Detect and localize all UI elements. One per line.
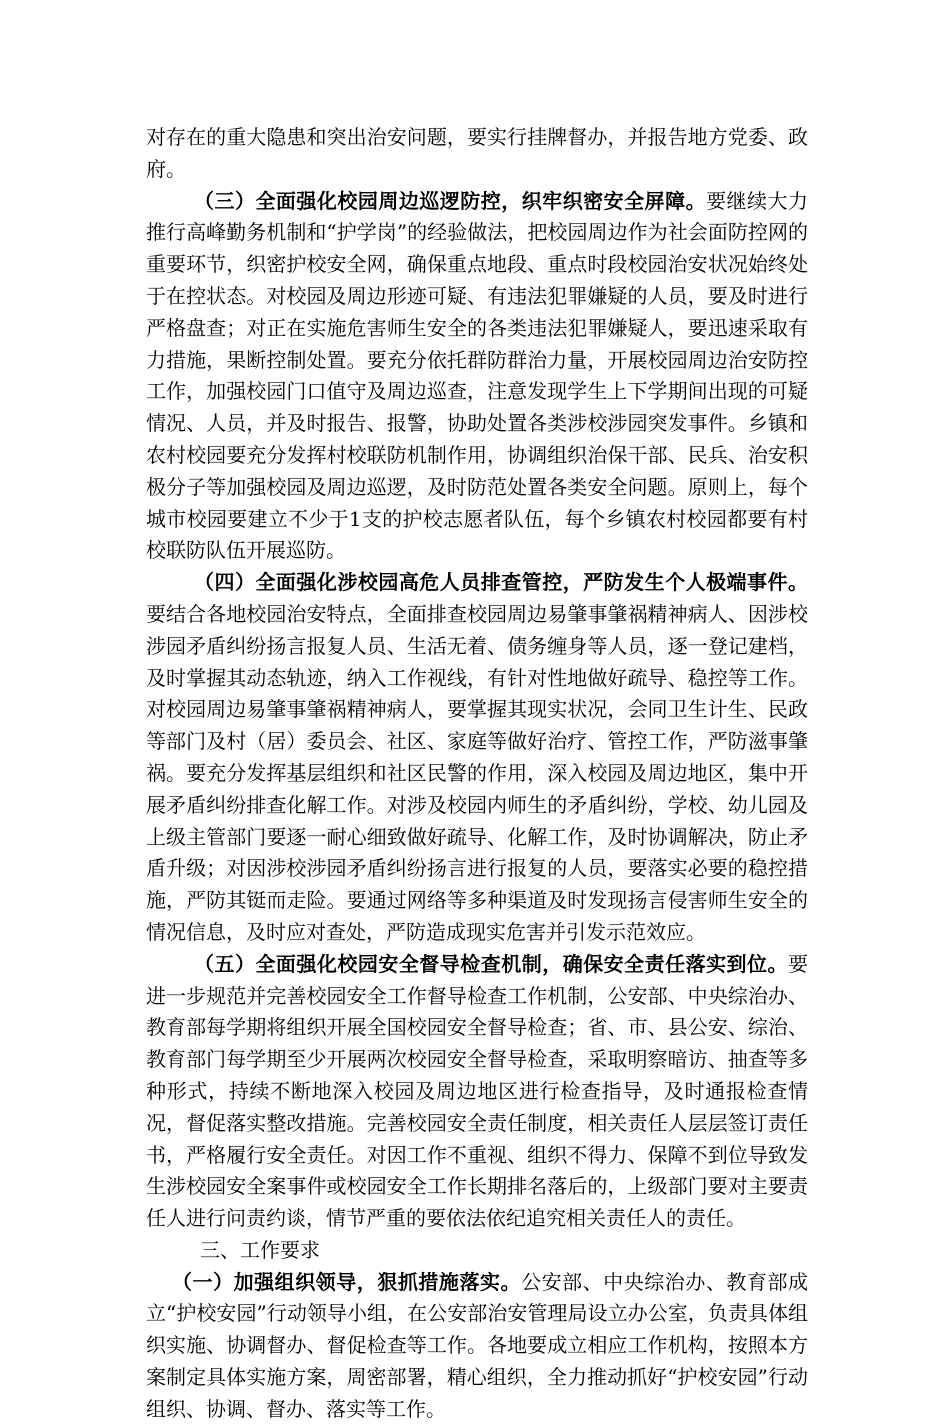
document-body: [146, 122, 808, 1426]
paragraph-intro: 对存在的重大隐患和突出治安问题，要实行挂牌督办，并报告地方党委、政府。: [146, 125, 808, 181]
paragraph-section-4: [146, 567, 808, 949]
section-title-work-requirements: 三、工作要求: [200, 1237, 320, 1262]
paragraph-heading-req-1: （一）加强组织领导，狠抓措施落实。: [172, 1269, 522, 1294]
paragraph-heading-4: （四）全面强化涉校园高危人员排查管控，严防发生个人极端事件。: [194, 570, 808, 595]
paragraph-body-3: 要继续大力推行高峰勤务机制和“护学岗”的经验做法，把校园周边作为社会面防控网的重要环节，织密护校安全网，确保重点地段、重点时段校园治安状况始终处于在控状态。对校园及周边形迹可疑、有违法犯罪嫌疑的人员，要及时进行严格盘查；对正在实施危害师生安全的各类违法犯罪嫌疑人，要迅速采取有力措施，果断控制处置。要充分依托群防群治力量，开展校园周边治安防控工作，加强校园门口值守及周边巡查，注意发现学生上下学期间出现的可疑情况、人员，并及时报告、报警，协助处置各类涉校涉园突发事件。乡镇和农村校园要充分发挥村校联防机制作用，协调组织治保干部、民兵、治安积极分子等加强校园及周边巡逻，及时防范处置各类安全问题。原则上，每个城市校园要建立不少于1支的护校志愿者队伍，每个乡镇农村校园都要有村校联防队伍开展巡防。: [146, 188, 809, 563]
paragraph-body-5: 要进一步规范并完善校园安全工作督导检查工作机制，公安部、中央综治办、教育部每学期将组织开展全国校园安全督导检查；省、市、县公安、综治、教育部门每学期至少开展两次校园安全督导检查，采取明察暗访、抽查等多种形式，持续不断地深入校园及周边地区进行检查指导，及时通报检查情况，督促落实整改措施。完善校园安全责任制度，相关责任人层层签订责任书，严格履行安全责任。对因工作不重视、组织不得力、保障不到位导致发生涉校园安全案事件或校园安全工作长期排名落后的，上级部门要对主要责任人进行问责约谈，情节严重的要依法依纪追究相关责任人的责任。: [146, 951, 808, 1231]
paragraph-section-3: [146, 186, 808, 568]
paragraph-body-req-1: 公安部、中央综治办、教育部成立“护校安园”行动领导小组，在公安部治安管理局设立办公室，负责具体组织实施、协调督办、督促检查等工作。各地要成立相应工作机构，按照本方案制定具体实施方案，周密部署，精心组织，全力推动抓好“护校安园”行动组织、协调、督办、落实等工作。: [146, 1269, 809, 1421]
paragraph-section-5: [146, 949, 808, 1235]
paragraph-heading-5: （五）全面强化校园安全督导检查机制，确保安全责任落实到位。: [194, 951, 788, 976]
paragraph-requirement-1: [146, 1267, 808, 1426]
paragraph-body-4: 要结合各地校园治安特点，全面排查校园周边易肇事肇祸精神病人、因涉校涉园矛盾纠纷扬言报复人员、生活无着、债务缠身等人员，逐一登记建档，及时掌握其动态轨迹，纳入工作视线，有针对性地做好疏导、稳控等工作。对校园周边易肇事肇祸精神病人，要掌握其现实状况，会同卫生计生、民政等部门及村（居）委员会、社区、家庭等做好治疗、管控工作，严防滋事肇祸。要充分发挥基层组织和社区民警的作用，深入校园及周边地区，集中开展矛盾纠纷排查化解工作。对涉及校园内师生的矛盾纠纷，学校、幼儿园及上级主管部门要逐一耐心细致做好疏导、化解工作，及时协调解决，防止矛盾升级；对因涉校涉园矛盾纠纷扬言进行报复的人员，要落实必要的稳控措施，严防其铤而走险。要通过网络等多种渠道及时发现扬言侵害师生安全的情况信息，及时应对查处，严防造成现实危害并引发示范效应。: [146, 601, 808, 944]
paragraph-heading-3: （三）全面强化校园周边巡逻防控，织牢织密安全屏障。: [194, 188, 707, 213]
